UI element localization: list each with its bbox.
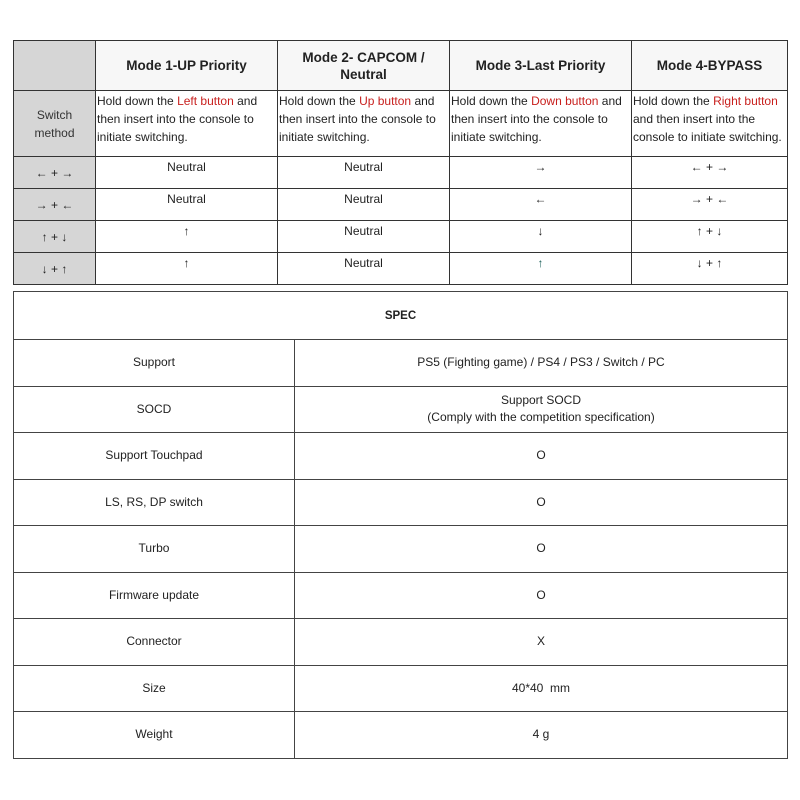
mode3-result: ↑ bbox=[450, 253, 632, 285]
method-prefix: Hold down the bbox=[97, 94, 178, 108]
mode1-result: Neutral bbox=[96, 157, 278, 189]
method-button-name: Left button bbox=[177, 94, 234, 108]
spec-row-weight bbox=[14, 712, 788, 759]
spec-row-turbo bbox=[14, 526, 788, 573]
direction-row-left-right bbox=[14, 157, 788, 189]
mode4-result: ↑ + ↓ bbox=[632, 221, 788, 253]
spec-row-connector bbox=[14, 619, 788, 666]
spec-value-line1: Support SOCD bbox=[500, 393, 582, 408]
direction-row-down-up bbox=[14, 253, 788, 285]
mode-table bbox=[13, 40, 788, 285]
spec-value-line1: O bbox=[536, 587, 546, 602]
spec-label: Turbo bbox=[14, 526, 295, 573]
mode2-header bbox=[278, 41, 450, 91]
input-combo: ← + → bbox=[14, 157, 96, 189]
spec-label: Connector bbox=[14, 619, 295, 666]
method-suffix: and then insert into the console to initiate switching. bbox=[97, 94, 258, 144]
spec-row-support bbox=[14, 340, 788, 387]
mode4-result: ↓ + ↑ bbox=[632, 253, 788, 285]
mode4-method bbox=[632, 91, 788, 157]
switch-method-row bbox=[14, 91, 788, 157]
spec-value bbox=[295, 712, 788, 759]
spec-value bbox=[295, 526, 788, 573]
method-prefix: Hold down the bbox=[451, 94, 532, 108]
switch-method-label-line1: Switch bbox=[36, 107, 73, 122]
method-suffix: and then insert into the console to initiate switching. bbox=[279, 94, 436, 144]
spec-value bbox=[295, 386, 788, 433]
mode2-result: Neutral bbox=[278, 221, 450, 253]
method-button-name: Down button bbox=[531, 94, 599, 108]
spec-label: Support bbox=[14, 340, 295, 387]
method-suffix: and then insert into the console to initiate switching. bbox=[451, 94, 622, 144]
spec-value-line2: (Comply with the competition specification) bbox=[427, 410, 655, 425]
mode1-result: ↑ bbox=[96, 253, 278, 285]
method-button-name: Right button bbox=[713, 94, 778, 108]
corner-cell bbox=[14, 41, 96, 91]
spec-value bbox=[295, 340, 788, 387]
spec-table bbox=[13, 291, 788, 759]
spec-label: Firmware update bbox=[14, 572, 295, 619]
spec-value bbox=[295, 619, 788, 666]
mode-header-row bbox=[14, 41, 788, 91]
spec-row-socd bbox=[14, 386, 788, 433]
spec-row-size bbox=[14, 665, 788, 712]
mode2-method bbox=[278, 91, 450, 157]
spec-label: LS, RS, DP switch bbox=[14, 479, 295, 526]
spec-label: Size bbox=[14, 665, 295, 712]
spec-value bbox=[295, 433, 788, 480]
mode4-result: → + ← bbox=[632, 189, 788, 221]
spec-value bbox=[295, 479, 788, 526]
spec-value-line1: O bbox=[536, 541, 546, 556]
spec-label: Support Touchpad bbox=[14, 433, 295, 480]
mode2-result: Neutral bbox=[278, 189, 450, 221]
spec-row-touchpad bbox=[14, 433, 788, 480]
spec-value-line1: O bbox=[536, 494, 546, 509]
mode4-result: ← + → bbox=[632, 157, 788, 189]
method-button-name: Up button bbox=[359, 94, 412, 108]
spec-value bbox=[295, 572, 788, 619]
spec-label: SOCD bbox=[14, 386, 295, 433]
spec-value-line1: O bbox=[536, 448, 546, 463]
method-prefix: Hold down the bbox=[633, 94, 714, 108]
mode2-header-line1: Mode 2- CAPCOM / bbox=[302, 49, 425, 65]
mode1-header: Mode 1-UP Priority bbox=[96, 41, 278, 91]
switch-method-label bbox=[14, 91, 96, 157]
mode3-result: ← bbox=[450, 189, 632, 221]
method-prefix: Hold down the bbox=[279, 94, 360, 108]
mode3-result: → bbox=[450, 157, 632, 189]
spec-row-firmware bbox=[14, 572, 788, 619]
mode2-result: Neutral bbox=[278, 253, 450, 285]
mode1-method bbox=[96, 91, 278, 157]
direction-row-up-down bbox=[14, 221, 788, 253]
mode1-result: Neutral bbox=[96, 189, 278, 221]
spec-value bbox=[295, 665, 788, 712]
mode1-result: ↑ bbox=[96, 221, 278, 253]
input-combo: ↑ + ↓ bbox=[14, 221, 96, 253]
spec-value-line1: 40*40 mm bbox=[511, 680, 571, 695]
spec-label: Weight bbox=[14, 712, 295, 759]
input-combo: → + ← bbox=[14, 189, 96, 221]
mode3-method bbox=[450, 91, 632, 157]
spec-title-row bbox=[14, 292, 788, 340]
method-suffix: and then insert into the console to initiate switching. bbox=[633, 112, 782, 144]
mode4-header: Mode 4-BYPASS bbox=[632, 41, 788, 91]
mode2-header-line2: Neutral bbox=[340, 66, 387, 82]
switch-method-label-line2: method bbox=[34, 125, 75, 140]
mode3-result: ↓ bbox=[450, 221, 632, 253]
direction-row-right-left bbox=[14, 189, 788, 221]
spec-value-line1: X bbox=[537, 634, 546, 649]
mode2-result: Neutral bbox=[278, 157, 450, 189]
spec-value-line1: PS5 (Fighting game) / PS4 / PS3 / Switch / PC bbox=[417, 355, 665, 370]
spec-title: SPEC bbox=[14, 292, 788, 340]
spec-value-line1: 4 g bbox=[532, 727, 550, 742]
spec-row-switch bbox=[14, 479, 788, 526]
mode3-header: Mode 3-Last Priority bbox=[450, 41, 632, 91]
input-combo: ↓ + ↑ bbox=[14, 253, 96, 285]
